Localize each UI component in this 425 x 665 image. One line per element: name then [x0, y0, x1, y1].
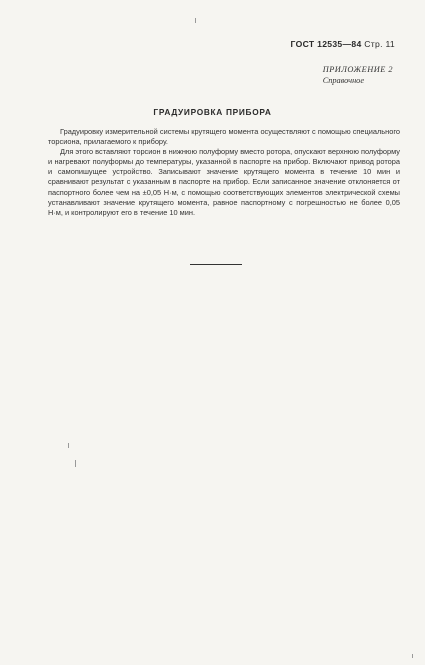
appendix-label [323, 64, 393, 86]
body-text [48, 127, 400, 218]
paragraph: Для этого вставляют торсион в нижнюю полуформу вместо ротора, опускают верхнюю полуформу и нагревают полуформы до температуры, указанной в паспорте на прибор. Включают привод ротора и самопишущее устройство. Записывают значение крутящего момента в течение 10 мин и сравнивают результат с указанным в паспорте на прибор. Если записанное значение отклоняется от паспортного более чем на ±0,05 Н·м, с помощью соответствующих элементов электрической схемы устанавливают значение крутящего момента, равное паспортному с погрешностью не более 0,05 Н·м, и контролируют его в течение 10 мин. [48, 147, 400, 217]
end-rule [190, 264, 242, 265]
scan-speck [195, 18, 196, 23]
scan-speck [68, 443, 69, 448]
appendix-title: ПРИЛОЖЕНИЕ 2 [322, 65, 393, 74]
page-number: Стр. 11 [364, 39, 395, 49]
scan-speck [75, 460, 76, 467]
paragraph: Градуировку измерительной системы крутящего момента осуществляют с помощью специального торсиона, прилагаемого к прибору. [48, 127, 400, 147]
scan-speck [412, 654, 413, 658]
standard-code: ГОСТ 12535—84 [290, 39, 362, 49]
page-header [291, 39, 395, 49]
appendix-subtitle: Справочное [322, 76, 365, 85]
section-title: ГРАДУИРОВКА ПРИБОРА [153, 107, 272, 117]
